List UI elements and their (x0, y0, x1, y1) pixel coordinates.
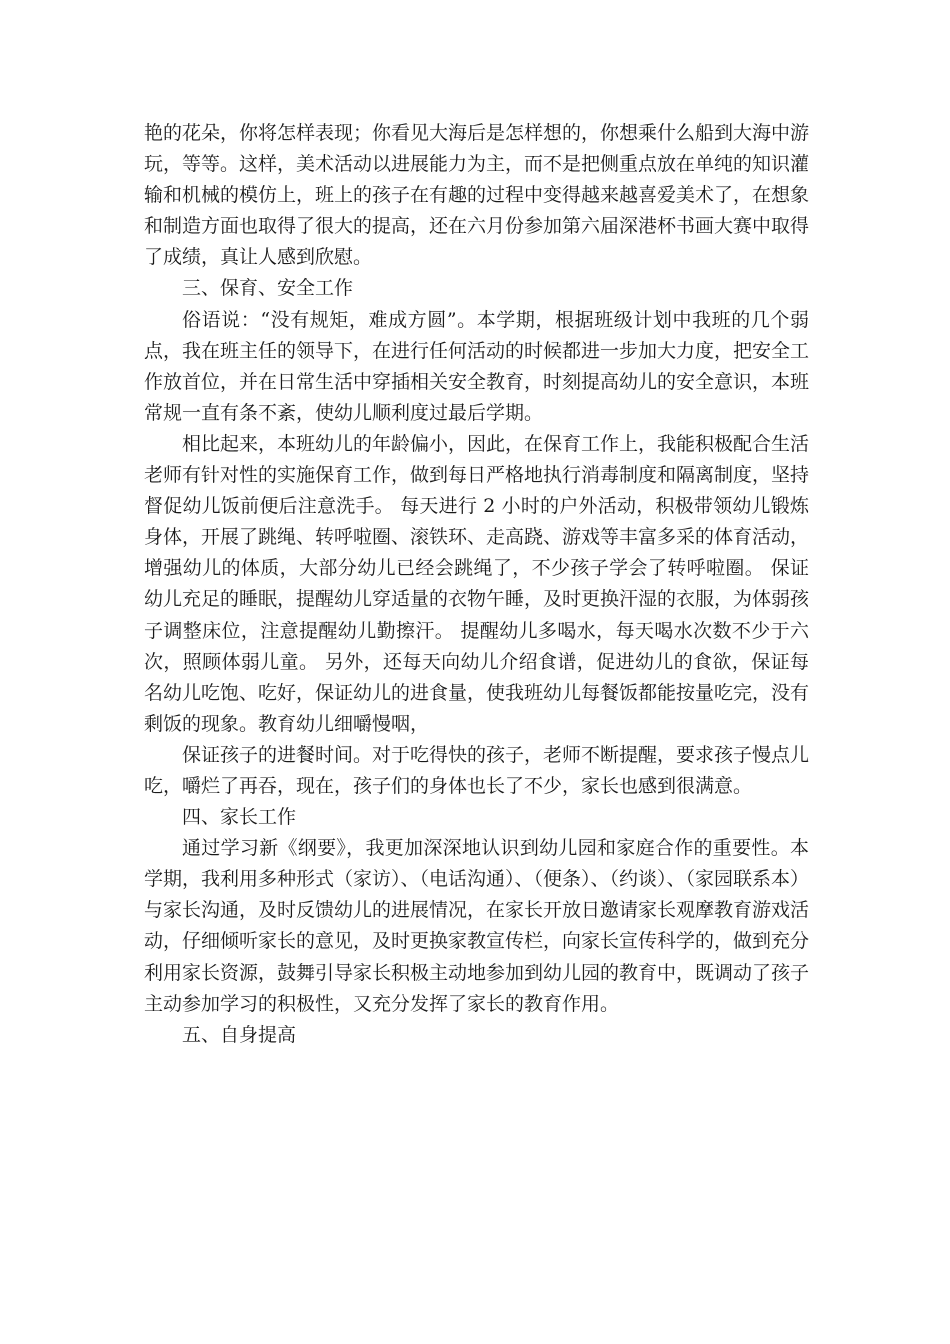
section-heading-care-safety: 三、保育、安全工作 (182, 277, 354, 300)
paragraph-meal-time: 保证孩子的进餐时间。对于吃得快的孩子，老师不断提醒，要求孩子慢点儿吃，嚼烂了再吞，现在，孩子们的身体也长了不少，家长也感到很满意。 (144, 743, 810, 797)
paragraph-care-work: 相比起来，本班幼儿的年龄偏小，因此，在保育工作上，我能积极配合生活老师有针对性的实施保育工作，做到每日严格地执行消毒制度和隔离制度，坚持督促幼儿饭前便后注意洗手。 每天进行 2 小时的户外活动，积极带领幼儿锻炼身体，开展了跳绳、转呼啦圈、滚铁环、走高跷、游戏等丰富多采的体育活动，增强幼儿的体质，大部分幼儿已经会跳绳了，不少孩子学会了转呼啦圈。 保证幼儿充足的睡眠，提醒幼儿穿适量的衣物午睡，及时更换汗湿的衣服，为体弱孩子调整床位，注意提醒幼儿勤擦汗。 提醒幼儿多喝水，每天喝水次数不少于六次，照顾体弱儿童。 另外，还每天向幼儿介绍食谱，促进幼儿的食欲，保证每名幼儿吃饱、吃好，保证幼儿的进食量，使我班幼儿每餐饭都能按量吃完，没有剩饭的现象。教育幼儿细嚼慢咽， (144, 432, 810, 735)
paragraph-rules: 俗语说：“没有规矩，难成方圆”。本学期，根据班级计划中我班的几个弱点，我在班主任的领导下，在进行任何活动的时候都进一步加大力度，把安全工作放首位，并在日常生活中穿插相关安全教育，时刻提高幼儿的安全意识，本班常规一直有条不紊，使幼儿顺利度过最后学期。 (144, 308, 810, 424)
section-heading-parents: 四、家长工作 (182, 806, 297, 829)
paragraph-continued-art: 艳的花朵，你将怎样表现；你看见大海后是怎样想的，你想乘什么船到大海中游玩，等等。这样，美术活动以进展能力为主，而不是把侧重点放在单纯的知识灌输和机械的模仿上，班上的孩子在有趣的过程中变得越来越喜爱美术了，在想象和制造方面也取得了很大的提高，还在六月份参加第六届深港杯书画大赛中取得了成绩，真让人感到欣慰。 (144, 122, 810, 269)
document-body (144, 118, 809, 1051)
paragraph-parent-work: 通过学习新《纲要》，我更加深深地认识到幼儿园和家庭合作的重要性。本学期，我利用多种形式（家访）、（电话沟通）、（便条）、（约谈）、（家园联系本）与家长沟通，及时反馈幼儿的进展情况，在家长开放日邀请家长观摩教育游戏活动，仔细倾听家长的意见，及时更换家教宣传栏，向家长宣传科学的，做到充分利用家长资源，鼓舞引导家长积极主动地参加到幼儿园的教育中，既调动了孩子主动参加学习的积极性，又充分发挥了家长的教育作用。 (144, 837, 810, 1015)
section-heading-self-improvement: 五、自身提高 (182, 1023, 297, 1046)
